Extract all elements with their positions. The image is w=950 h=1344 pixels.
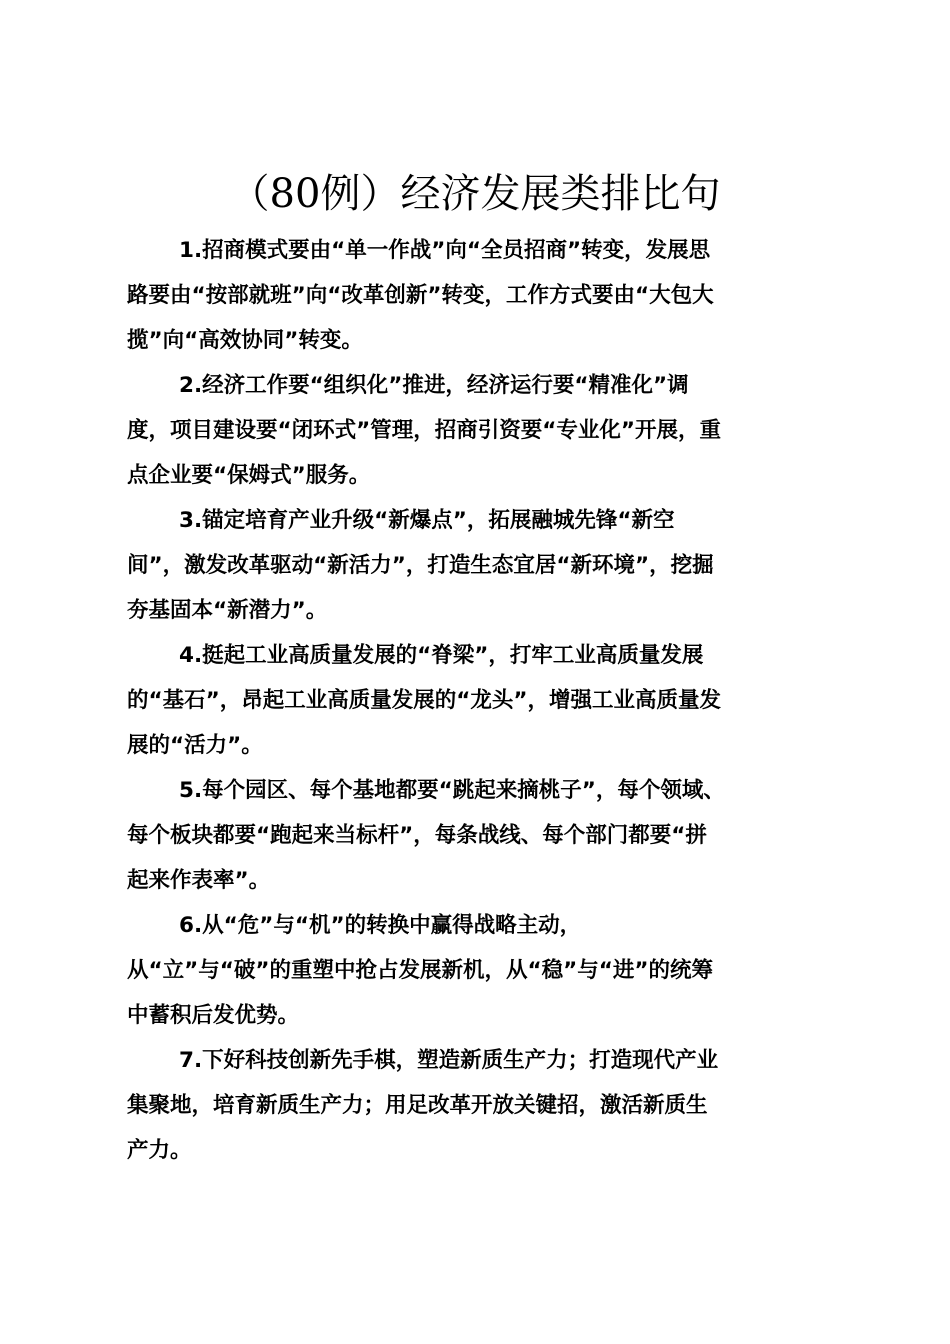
paragraph-line: 的“基石”，昂起工业高质量发展的“龙头”，增强工业高质量发 (127, 688, 722, 713)
document-body (127, 228, 832, 1173)
document-title: （80例）经济发展类排比句 (229, 171, 721, 217)
paragraph-line: 展的“活力”。 (127, 733, 263, 758)
paragraph-line: 3.锚定培育产业升级“新爆点”，拓展融城先锋“新空 (179, 508, 675, 533)
paragraph-line: 度，项目建设要“闭环式”管理，招商引资要“专业化”开展，重 (127, 418, 722, 443)
paragraph-4 (127, 633, 832, 768)
paragraph-line: 每个板块都要“跑起来当标杆”，每条战线、每个部门都要“拼 (127, 823, 707, 848)
paragraph-line: 中蓄积后发优势。 (127, 1003, 300, 1028)
paragraph-line: 7.下好科技创新先手棋，塑造新质生产力；打造现代产业 (179, 1048, 719, 1073)
paragraph-line: 路要由“按部就班”向“改革创新”转变，工作方式要由“大包大 (127, 283, 714, 308)
paragraph-6 (127, 903, 832, 1038)
paragraph-line: 产力。 (127, 1138, 192, 1163)
paragraph-line: 6.从“危”与“机”的转换中赢得战略主动， (179, 913, 582, 938)
paragraph-line: 夯基固本“新潜力”。 (127, 598, 328, 623)
paragraph-line: 从“立”与“破”的重塑中抢占发展新机，从“稳”与“进”的统筹 (127, 958, 714, 983)
paragraph-2 (127, 363, 832, 498)
paragraph-line: 2.经济工作要“组织化”推进，经济运行要“精准化”调 (179, 373, 689, 398)
paragraph-line: 4.挺起工业高质量发展的“脊梁”，打牢工业高质量发展 (179, 643, 704, 668)
paragraph-line: 间”，激发改革驱动“新活力”，打造生态宜居“新环境”，挖掘 (127, 553, 714, 578)
paragraph-line: 起来作表率”。 (127, 868, 271, 893)
paragraph-line: 1.招商模式要由“单一作战”向“全员招商”转变，发展思 (179, 238, 711, 263)
paragraph-7 (127, 1038, 832, 1173)
paragraph-line: 点企业要“保姆式”服务。 (127, 463, 371, 488)
paragraph-1 (127, 228, 832, 363)
paragraph-line: 集聚地，培育新质生产力；用足改革开放关键招，激活新质生 (127, 1093, 708, 1118)
paragraph-5 (127, 768, 832, 903)
paragraph-3 (127, 498, 832, 633)
paragraph-line: 揽”向“高效协同”转变。 (127, 328, 363, 353)
paragraph-line: 5.每个园区、每个基地都要“跳起来摘桃子”，每个领域、 (179, 778, 725, 803)
